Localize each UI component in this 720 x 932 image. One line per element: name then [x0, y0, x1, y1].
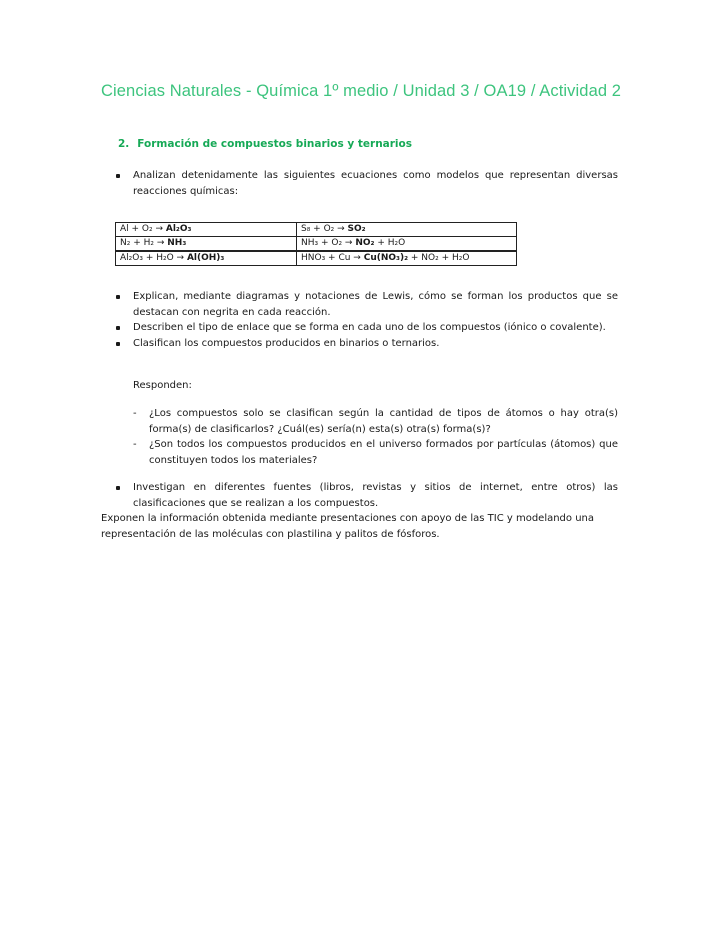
- list-item: Investigan en diferentes fuentes (libros, revistas y sitios de internet, entre otros) las clasificaciones que se realizan a los compuestos.: [114, 480, 618, 511]
- equation-cell: Al₂O₃ + H₂O → Al(OH)₃: [116, 251, 297, 266]
- page-title: Ciencias Naturales - Química 1º medio / Unidad 3 / OA19 / Actividad 2: [101, 82, 622, 100]
- section-heading: [118, 138, 412, 150]
- closing-paragraph: Exponen la información obtenida mediante presentaciones con apoyo de las TIC y modelando una representación de las moléculas con plastilina y palitos de fósforos.: [101, 513, 595, 540]
- highlighted-product: NH₃: [167, 238, 187, 248]
- intro-bullet-list: [114, 168, 618, 199]
- list-item-intro: Analizan detenidamente las siguientes ecuaciones como modelos que representan diversas reacciones químicas:: [114, 168, 618, 199]
- questions-list: [133, 406, 618, 468]
- table-row: [116, 251, 517, 266]
- section-heading-text: Formación de compuestos binarios y ternarios: [137, 138, 412, 150]
- equations-table: [115, 222, 517, 266]
- highlighted-product: Cu(NO₃)₂: [363, 253, 409, 263]
- table-row: [116, 223, 517, 237]
- list-item: Describen el tipo de enlace que se forma en cada uno de los compuestos (iónico o covalente).: [114, 320, 618, 336]
- table-row: [116, 237, 517, 252]
- list-item: Clasifican los compuestos producidos en binarios o ternarios.: [114, 336, 618, 352]
- highlighted-product: NO₂: [355, 238, 375, 248]
- highlighted-product: SO₂: [347, 224, 366, 234]
- question-item: - ¿Son todos los compuestos producidos en el universo formados por partículas (átomos) que constituyen todos los materiales?: [133, 439, 618, 466]
- equation-cell: Al + O₂ → Al₂O₃: [116, 223, 297, 237]
- highlighted-product: Al₂O₃: [165, 224, 192, 234]
- highlighted-product: Al(OH)₃: [186, 253, 225, 263]
- equation-cell: S₈ + O₂ → SO₂: [297, 223, 517, 237]
- section-number: 2.: [118, 138, 130, 150]
- dash-marker: -: [133, 439, 137, 450]
- list-item: Explican, mediante diagramas y notaciones de Lewis, cómo se forman los productos que se destacan con negrita en cada reacción.: [114, 289, 618, 320]
- responden-label: Responden:: [133, 380, 192, 391]
- dash-marker: -: [133, 408, 137, 419]
- research-bullet-list: [114, 480, 618, 511]
- equation-cell: N₂ + H₂ → NH₃: [116, 237, 297, 252]
- question-item: - ¿Los compuestos solo se clasifican según la cantidad de tipos de átomos o hay otra(s) forma(s) de clasificarlos? ¿Cuál(es) sería(n) esta(s) otra(s) forma(s)?: [133, 408, 618, 435]
- equation-cell: NH₃ + O₂ → NO₂ + H₂O: [297, 237, 517, 252]
- equation-cell: HNO₃ + Cu → Cu(NO₃)₂ + NO₂ + H₂O: [297, 251, 517, 266]
- activity-bullet-list: [114, 289, 618, 351]
